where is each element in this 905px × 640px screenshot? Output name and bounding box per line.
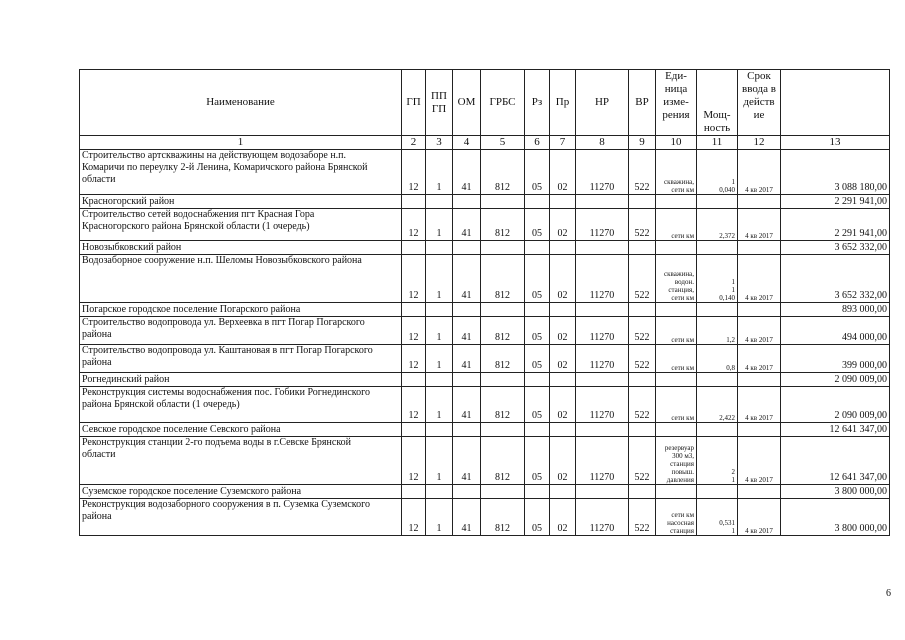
- empty-cell: [550, 373, 576, 387]
- cell-pr: 02: [550, 499, 576, 536]
- header-pgp-line: ПП: [431, 89, 447, 102]
- page-number: 6: [886, 588, 891, 599]
- empty-cell: [481, 373, 525, 387]
- cell-gp: 12: [402, 255, 426, 303]
- empty-cell: [453, 373, 481, 387]
- cell-power: [697, 345, 738, 373]
- unit-line: насосная: [667, 519, 694, 527]
- cell-amount: 399 000,00: [781, 345, 890, 373]
- item-name-line: области: [82, 449, 116, 460]
- unit-line: сети км: [671, 186, 694, 194]
- cell-amount: 2 291 941,00: [781, 209, 890, 241]
- cell-unit: [656, 209, 697, 241]
- cell-pgp: 1: [426, 255, 453, 303]
- power-line: 0,531: [719, 519, 735, 527]
- power-line: 0,140: [719, 294, 735, 302]
- unit-line: водон.: [674, 278, 694, 286]
- cell-term: 4 кв 2017: [738, 209, 781, 241]
- cell-term: 4 кв 2017: [738, 499, 781, 536]
- header-pgp: [426, 70, 453, 136]
- header-rz: Рз: [525, 70, 550, 136]
- cell-pr: 02: [550, 345, 576, 373]
- cell-gp: 12: [402, 387, 426, 423]
- item-name-line: Реконструкция станции 2-го подъема воды в г.Севске Брянской: [82, 437, 352, 448]
- header-unit-line: Еди-: [665, 70, 687, 82]
- header-unit-line: ница: [664, 83, 688, 95]
- empty-cell: [629, 423, 656, 437]
- empty-cell: [481, 241, 525, 255]
- empty-cell: [738, 303, 781, 317]
- cell-nr: 11270: [576, 499, 629, 536]
- power-line: 1: [731, 286, 735, 294]
- empty-cell: [576, 241, 629, 255]
- cell-grbs: 812: [481, 150, 525, 195]
- group-amount: 3 652 332,00: [781, 241, 890, 255]
- unit-line: сети км: [671, 294, 694, 302]
- empty-cell: [402, 303, 426, 317]
- empty-cell: [402, 373, 426, 387]
- item-name-line: Строительство сетей водоснабжения пгт Красная Гора: [82, 209, 315, 220]
- item-name-line: района Брянской области (1 очередь): [82, 399, 240, 410]
- empty-cell: [525, 241, 550, 255]
- power-line: 1: [731, 278, 735, 286]
- group-row: [80, 303, 890, 317]
- unit-line: резервуар: [664, 444, 694, 452]
- unit-line: 300 м3,: [672, 452, 694, 460]
- empty-cell: [453, 303, 481, 317]
- header-term: [738, 70, 781, 136]
- cell-pr: 02: [550, 437, 576, 485]
- unit-line: станция,: [668, 286, 694, 294]
- header-term-line: действ: [743, 96, 775, 108]
- cell-gp: 12: [402, 209, 426, 241]
- column-number: 1: [80, 136, 402, 150]
- cell-unit: [656, 437, 697, 485]
- cell-term: 4 кв 2017: [738, 150, 781, 195]
- empty-cell: [576, 195, 629, 209]
- empty-cell: [550, 423, 576, 437]
- group-name: Севское городское поселение Севского района: [80, 423, 402, 437]
- group-name: Новозыбковский район: [80, 241, 402, 255]
- power-line: 1: [731, 178, 735, 186]
- cell-term: 4 кв 2017: [738, 345, 781, 373]
- table-row: [80, 255, 890, 303]
- table-row: [80, 499, 890, 536]
- group-amount: 893 000,00: [781, 303, 890, 317]
- unit-line: давления: [666, 476, 694, 484]
- empty-cell: [738, 241, 781, 255]
- cell-pgp: 1: [426, 317, 453, 345]
- header-grbs: ГРБС: [481, 70, 525, 136]
- unit-line: сети км: [671, 336, 694, 344]
- cell-unit: [656, 255, 697, 303]
- column-number: 2: [402, 136, 426, 150]
- item-name: [80, 437, 402, 485]
- power-line: 2,422: [719, 414, 735, 422]
- empty-cell: [426, 373, 453, 387]
- header-nr: НР: [576, 70, 629, 136]
- cell-nr: 11270: [576, 317, 629, 345]
- cell-power: [697, 209, 738, 241]
- cell-amount: 3 800 000,00: [781, 499, 890, 536]
- power-line: 2: [731, 468, 735, 476]
- item-name-line: Строительство артскважины на действующем водозаборе н.п.: [82, 150, 347, 161]
- empty-cell: [576, 423, 629, 437]
- cell-unit: [656, 150, 697, 195]
- column-number: 13: [781, 136, 890, 150]
- cell-pr: 02: [550, 209, 576, 241]
- cell-om: 41: [453, 499, 481, 536]
- empty-cell: [697, 303, 738, 317]
- empty-cell: [426, 241, 453, 255]
- power-line: 0,040: [719, 186, 735, 194]
- cell-vr: 522: [629, 387, 656, 423]
- empty-cell: [738, 485, 781, 499]
- empty-cell: [697, 485, 738, 499]
- unit-line: сети км: [671, 232, 694, 240]
- empty-cell: [697, 241, 738, 255]
- column-number: 12: [738, 136, 781, 150]
- cell-om: 41: [453, 317, 481, 345]
- table-header-row: [80, 70, 890, 136]
- empty-cell: [629, 241, 656, 255]
- group-row: [80, 195, 890, 209]
- empty-cell: [576, 303, 629, 317]
- cell-pgp: 1: [426, 209, 453, 241]
- empty-cell: [629, 485, 656, 499]
- cell-power: [697, 150, 738, 195]
- header-amount: [781, 70, 890, 136]
- cell-vr: 522: [629, 345, 656, 373]
- empty-cell: [402, 195, 426, 209]
- cell-rz: 05: [525, 345, 550, 373]
- empty-cell: [576, 485, 629, 499]
- empty-cell: [697, 423, 738, 437]
- empty-cell: [697, 195, 738, 209]
- header-term-line: Срок: [747, 70, 771, 82]
- item-name-line: района: [82, 329, 112, 340]
- column-number: 9: [629, 136, 656, 150]
- empty-cell: [550, 485, 576, 499]
- cell-rz: 05: [525, 209, 550, 241]
- column-number: 7: [550, 136, 576, 150]
- cell-pgp: 1: [426, 437, 453, 485]
- header-name: Наименование: [80, 70, 402, 136]
- empty-cell: [697, 373, 738, 387]
- table-row: [80, 437, 890, 485]
- header-unit: [656, 70, 697, 136]
- cell-grbs: 812: [481, 317, 525, 345]
- cell-amount: 3 652 332,00: [781, 255, 890, 303]
- cell-rz: 05: [525, 255, 550, 303]
- empty-cell: [426, 485, 453, 499]
- column-number: 10: [656, 136, 697, 150]
- empty-cell: [550, 303, 576, 317]
- cell-rz: 05: [525, 150, 550, 195]
- empty-cell: [402, 241, 426, 255]
- empty-cell: [481, 485, 525, 499]
- empty-cell: [656, 373, 697, 387]
- empty-cell: [426, 423, 453, 437]
- header-term-line: ие: [753, 109, 765, 121]
- empty-cell: [525, 303, 550, 317]
- power-line: 2,372: [719, 232, 735, 240]
- empty-cell: [656, 303, 697, 317]
- cell-pgp: 1: [426, 499, 453, 536]
- header-power-line: Мощ-: [703, 109, 731, 121]
- column-number: 5: [481, 136, 525, 150]
- cell-om: 41: [453, 255, 481, 303]
- unit-line: скважина,: [663, 178, 694, 186]
- item-name: [80, 150, 402, 195]
- cell-vr: 522: [629, 209, 656, 241]
- group-amount: 2 291 941,00: [781, 195, 890, 209]
- cell-pgp: 1: [426, 150, 453, 195]
- group-row: [80, 241, 890, 255]
- group-row: [80, 485, 890, 499]
- empty-cell: [550, 241, 576, 255]
- cell-amount: 2 090 009,00: [781, 387, 890, 423]
- cell-om: 41: [453, 150, 481, 195]
- cell-gp: 12: [402, 317, 426, 345]
- cell-unit: [656, 317, 697, 345]
- item-name-line: Строительство водопровода ул. Каштановая в пгт Погар Погарского: [82, 345, 373, 356]
- column-number: 6: [525, 136, 550, 150]
- item-name: [80, 345, 402, 373]
- unit-line: сети км: [671, 511, 694, 519]
- empty-cell: [738, 195, 781, 209]
- cell-nr: 11270: [576, 255, 629, 303]
- cell-grbs: 812: [481, 499, 525, 536]
- cell-power: [697, 499, 738, 536]
- item-name-line: района: [82, 511, 112, 522]
- cell-om: 41: [453, 437, 481, 485]
- cell-pr: 02: [550, 255, 576, 303]
- item-name: [80, 209, 402, 241]
- budget-table: [79, 69, 890, 536]
- column-number: 3: [426, 136, 453, 150]
- cell-amount: 12 641 347,00: [781, 437, 890, 485]
- header-gp: ГП: [402, 70, 426, 136]
- cell-rz: 05: [525, 437, 550, 485]
- empty-cell: [481, 195, 525, 209]
- cell-power: [697, 387, 738, 423]
- cell-nr: 11270: [576, 150, 629, 195]
- cell-pgp: 1: [426, 345, 453, 373]
- header-pr: Пр: [550, 70, 576, 136]
- cell-grbs: 812: [481, 437, 525, 485]
- table-row: [80, 387, 890, 423]
- empty-cell: [629, 195, 656, 209]
- empty-cell: [550, 195, 576, 209]
- header-pgp-line: ГП: [431, 102, 447, 115]
- empty-cell: [525, 485, 550, 499]
- empty-cell: [453, 423, 481, 437]
- empty-cell: [629, 373, 656, 387]
- cell-gp: 12: [402, 437, 426, 485]
- group-amount: 3 800 000,00: [781, 485, 890, 499]
- item-name-line: Строительство водопровода ул. Верхеевка в пгт Погар Погарского: [82, 317, 365, 328]
- cell-term: 4 кв 2017: [738, 437, 781, 485]
- empty-cell: [576, 373, 629, 387]
- cell-term: 4 кв 2017: [738, 387, 781, 423]
- cell-vr: 522: [629, 437, 656, 485]
- group-name: Погарское городское поселение Погарского района: [80, 303, 402, 317]
- table-row: [80, 317, 890, 345]
- table-row: [80, 209, 890, 241]
- empty-cell: [426, 303, 453, 317]
- empty-cell: [481, 423, 525, 437]
- item-name-line: Водозаборное сооружение н.п. Шеломы Новозыбковского района: [82, 255, 362, 266]
- item-name-line: Комаричи по переулку 2-й Ленина, Комаричского района Брянской: [82, 162, 368, 173]
- empty-cell: [453, 241, 481, 255]
- cell-grbs: 812: [481, 387, 525, 423]
- cell-grbs: 812: [481, 209, 525, 241]
- empty-cell: [738, 373, 781, 387]
- group-row: [80, 373, 890, 387]
- empty-cell: [453, 485, 481, 499]
- column-number: 4: [453, 136, 481, 150]
- item-name: [80, 387, 402, 423]
- group-name: Рогнединский район: [80, 373, 402, 387]
- cell-om: 41: [453, 345, 481, 373]
- cell-power: [697, 255, 738, 303]
- column-number: 11: [697, 136, 738, 150]
- empty-cell: [525, 195, 550, 209]
- empty-cell: [402, 485, 426, 499]
- empty-cell: [656, 241, 697, 255]
- header-om: ОМ: [453, 70, 481, 136]
- cell-om: 41: [453, 387, 481, 423]
- cell-gp: 12: [402, 499, 426, 536]
- cell-unit: [656, 345, 697, 373]
- group-row: [80, 423, 890, 437]
- empty-cell: [629, 303, 656, 317]
- empty-cell: [525, 423, 550, 437]
- table-row: [80, 150, 890, 195]
- header-power-line: ность: [703, 122, 731, 134]
- empty-cell: [402, 423, 426, 437]
- empty-cell: [738, 423, 781, 437]
- header-unit-line: изме-: [663, 96, 689, 108]
- group-amount: 2 090 009,00: [781, 373, 890, 387]
- cell-pr: 02: [550, 387, 576, 423]
- group-name: Красногорский район: [80, 195, 402, 209]
- cell-gp: 12: [402, 150, 426, 195]
- item-name-line: области: [82, 174, 116, 185]
- cell-unit: [656, 499, 697, 536]
- group-amount: 12 641 347,00: [781, 423, 890, 437]
- cell-amount: 494 000,00: [781, 317, 890, 345]
- cell-power: [697, 437, 738, 485]
- cell-rz: 05: [525, 317, 550, 345]
- cell-gp: 12: [402, 345, 426, 373]
- item-name-line: Реконструкция водозаборного сооружения в п. Суземка Суземского: [82, 499, 370, 510]
- item-name: [80, 499, 402, 536]
- empty-cell: [656, 195, 697, 209]
- cell-term: 4 кв 2017: [738, 255, 781, 303]
- table-row: [80, 345, 890, 373]
- item-name: [80, 255, 402, 303]
- header-term-line: ввода в: [742, 83, 776, 95]
- column-number: 8: [576, 136, 629, 150]
- empty-cell: [426, 195, 453, 209]
- header-power: [697, 70, 738, 136]
- power-line: 1: [731, 476, 735, 484]
- cell-vr: 522: [629, 150, 656, 195]
- unit-line: станция: [670, 460, 694, 468]
- cell-vr: 522: [629, 317, 656, 345]
- cell-pr: 02: [550, 150, 576, 195]
- cell-vr: 522: [629, 499, 656, 536]
- cell-nr: 11270: [576, 437, 629, 485]
- empty-cell: [525, 373, 550, 387]
- unit-line: скважина,: [663, 270, 694, 278]
- empty-cell: [453, 195, 481, 209]
- unit-line: станция: [670, 527, 694, 535]
- unit-line: повыш.: [671, 468, 694, 476]
- unit-line: сети км: [671, 414, 694, 422]
- cell-rz: 05: [525, 499, 550, 536]
- unit-line: сети км: [671, 364, 694, 372]
- cell-nr: 11270: [576, 345, 629, 373]
- column-number-row: [80, 136, 890, 150]
- cell-pgp: 1: [426, 387, 453, 423]
- header-unit-line: рения: [662, 109, 690, 121]
- cell-rz: 05: [525, 387, 550, 423]
- cell-nr: 11270: [576, 209, 629, 241]
- cell-nr: 11270: [576, 387, 629, 423]
- power-line: 0,8: [726, 364, 735, 372]
- cell-grbs: 812: [481, 255, 525, 303]
- item-name-line: Красногорского района Брянской области (1 очередь): [82, 221, 310, 232]
- item-name: [80, 317, 402, 345]
- cell-grbs: 812: [481, 345, 525, 373]
- cell-vr: 522: [629, 255, 656, 303]
- item-name-line: Реконструкция системы водоснабжения пос. Гобики Рогнединского: [82, 387, 370, 398]
- header-vr: ВР: [629, 70, 656, 136]
- cell-term: 4 кв 2017: [738, 317, 781, 345]
- empty-cell: [656, 423, 697, 437]
- empty-cell: [481, 303, 525, 317]
- power-line: 1: [731, 527, 735, 535]
- item-name-line: района: [82, 357, 112, 368]
- cell-amount: 3 088 180,00: [781, 150, 890, 195]
- power-line: 1,2: [726, 336, 735, 344]
- group-name: Суземское городское поселение Суземского района: [80, 485, 402, 499]
- cell-unit: [656, 387, 697, 423]
- cell-om: 41: [453, 209, 481, 241]
- table-body: [80, 150, 890, 536]
- empty-cell: [656, 485, 697, 499]
- cell-pr: 02: [550, 317, 576, 345]
- cell-power: [697, 317, 738, 345]
